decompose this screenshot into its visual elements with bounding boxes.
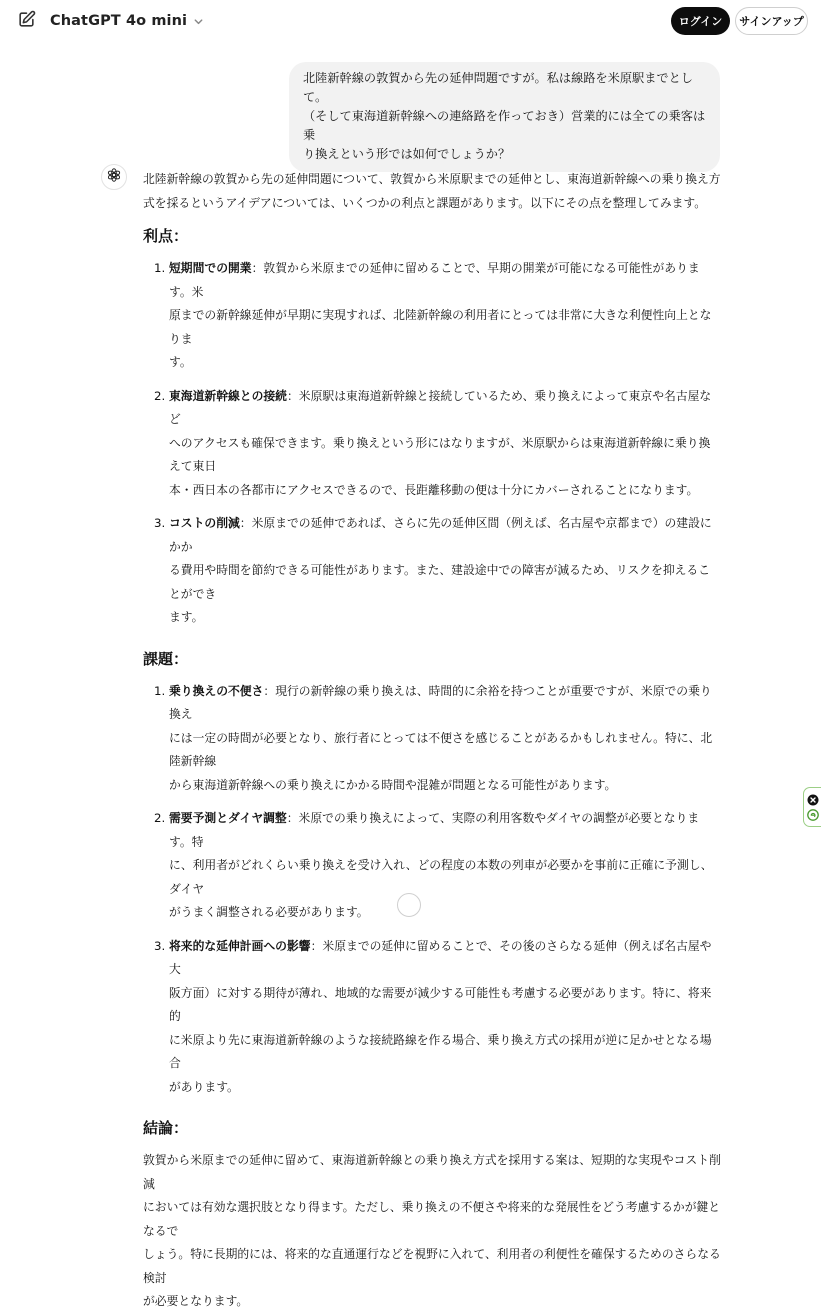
item-line: る費用や時間を節約できる可能性があります。また、建設途中での障害が減るため、リスクを抑えることができ (169, 563, 711, 601)
item-title: コストの削減 (169, 516, 240, 530)
new-chat-button[interactable] (14, 9, 38, 33)
list-item (169, 257, 721, 375)
item-line: へのアクセスも確保できます。乗り換えという形にはなりますが、米原駅からは東海道新幹線に乗り換えて東日 (169, 435, 711, 473)
item-line: 原までの新幹線延伸が早期に実現すれば、北陸新幹線の利用者にとっては非常に大きな利便性向上となりま (169, 308, 712, 346)
item-line: には一定の時間が必要となり、旅行者にとっては不便さを感じることがあるかもしれません。特に、北陸新幹線 (169, 730, 713, 768)
item-title: 需要予測とダイヤ調整 (169, 811, 287, 825)
item-line: がうまく調整される必要があります。 (169, 905, 369, 919)
conclusion-text (143, 1149, 721, 1314)
item-title: 将来的な延伸計画への影響 (169, 938, 311, 953)
edit-icon (17, 10, 36, 33)
item-line: 阪方面）に対する期待が薄れ、地域的な需要が減少する可能性も考慮する必要があります。特に、将来的 (169, 985, 712, 1023)
extension-tab[interactable] (803, 787, 821, 827)
item-line: ます。 (169, 610, 204, 624)
merits-list (143, 257, 721, 630)
scroll-down-button[interactable] (397, 893, 421, 917)
item-line: 現行の新幹線の乗り換えは、時間的に余裕を持つことが重要ですが、米原での乗り換え (169, 683, 712, 721)
item-separator: ： (239, 516, 252, 530)
issues-list (143, 680, 721, 1100)
item-line: 本・西日本の各都市にアクセスできるので、長距離移動の便は十分にカバーされることになります。 (169, 482, 699, 497)
item-line: があります。 (169, 1079, 239, 1094)
chevron-down-icon (193, 16, 204, 27)
item-line: す。 (169, 355, 192, 369)
item-line: から東海道新幹線への乗り換えにかかる時間や混雑が問題となる可能性があります。 (169, 777, 617, 792)
conclusion-heading: 結論： (143, 1119, 189, 1137)
assistant-message (143, 168, 721, 1314)
conclusion-line: しょう。特に長期的には、将来的な直通運行などを視野に入れて、利用者の利便性を確保するためのさらなる検討 (143, 1247, 721, 1285)
user-message-line: （そして東海道新幹線への連絡路を作っておき）営業的には全ての乗客は乗 (303, 109, 706, 142)
list-item (169, 807, 721, 925)
list-item (169, 935, 721, 1100)
intro-line: 式を採るというアイデアについては、いくつかの利点と課題があります。以下にその点を整理してみます。 (143, 195, 707, 210)
conclusion-line: 敦賀から米原までの延伸に留めて、東海道新幹線との乗り換え方式を採用する案は、短期的な実現やコスト削減 (143, 1153, 721, 1191)
item-separator: ： (251, 261, 264, 275)
item-separator: ： (310, 938, 323, 953)
item-line: 米原での乗り換えによって、実際の利用客数やダイヤの調整が必要となります。特 (169, 811, 700, 849)
openai-logo-icon (106, 167, 122, 187)
answer-intro (143, 168, 721, 215)
item-title: 短期間での開業 (169, 261, 252, 275)
close-icon[interactable] (807, 794, 819, 806)
model-switcher[interactable] (50, 9, 204, 33)
user-message-line: 北陸新幹線の敦賀から先の延伸問題ですが。私は線路を米原駅までとして。 (303, 71, 693, 104)
intro-line: 北陸新幹線の敦賀から先の延伸問題について、敦賀から米原駅までの延伸とし、東海道新幹線への乗り換え方 (143, 172, 721, 186)
user-message-line: り換えという形では如何でしょうか？ (303, 147, 511, 161)
item-line: に米原より先に東海道新幹線のような接続路線を作る場合、乗り換え方式の採用が逆に足かせとなる場合 (169, 1032, 712, 1070)
item-line: 米原までの延伸であれば、さらに先の延伸区間（例えば、名古屋や京都まで）の建設にかか (169, 516, 712, 554)
issues-heading: 課題： (143, 649, 189, 668)
list-item (169, 680, 721, 798)
item-line: 米原駅は東海道新幹線と接続しているため、乗り換えによって東京や名古屋など (169, 388, 712, 426)
item-separator: ： (286, 388, 299, 403)
login-button[interactable]: ログイン (671, 7, 730, 35)
item-line: 米原までの延伸に留めることで、その後のさらなる延伸（例えば名古屋や大 (169, 938, 712, 976)
item-separator: ： (286, 811, 299, 825)
conclusion-line: が必要となります。 (143, 1294, 249, 1308)
user-message-bubble (289, 62, 720, 172)
signup-button[interactable]: サインアップ (735, 7, 808, 35)
item-title: 乗り換えの不便さ (169, 683, 264, 698)
conclusion-line: においては有効な選択肢となり得ます。ただし、乗り換えの不便さや将来的な発展性をどう考慮するかが鍵となるで (143, 1200, 721, 1238)
item-title: 東海道新幹線との接続 (169, 388, 287, 403)
merits-heading: 利点： (143, 227, 189, 245)
list-item (169, 385, 721, 503)
assistant-avatar (101, 164, 127, 190)
item-separator: ： (263, 683, 276, 698)
item-line: に、利用者がどれくらい乗り換えを受け入れ、どの程度の本数の列車が必要かを事前に正確に予測し、ダイヤ (169, 858, 713, 896)
model-name: ChatGPT 4o mini (50, 13, 188, 29)
e-badge-icon[interactable] (807, 809, 819, 821)
list-item (169, 512, 721, 630)
item-line: 敦賀から米原までの延伸に留めることで、早期の開業が可能になる可能性があります。米 (169, 261, 700, 299)
top-bar (0, 0, 821, 42)
